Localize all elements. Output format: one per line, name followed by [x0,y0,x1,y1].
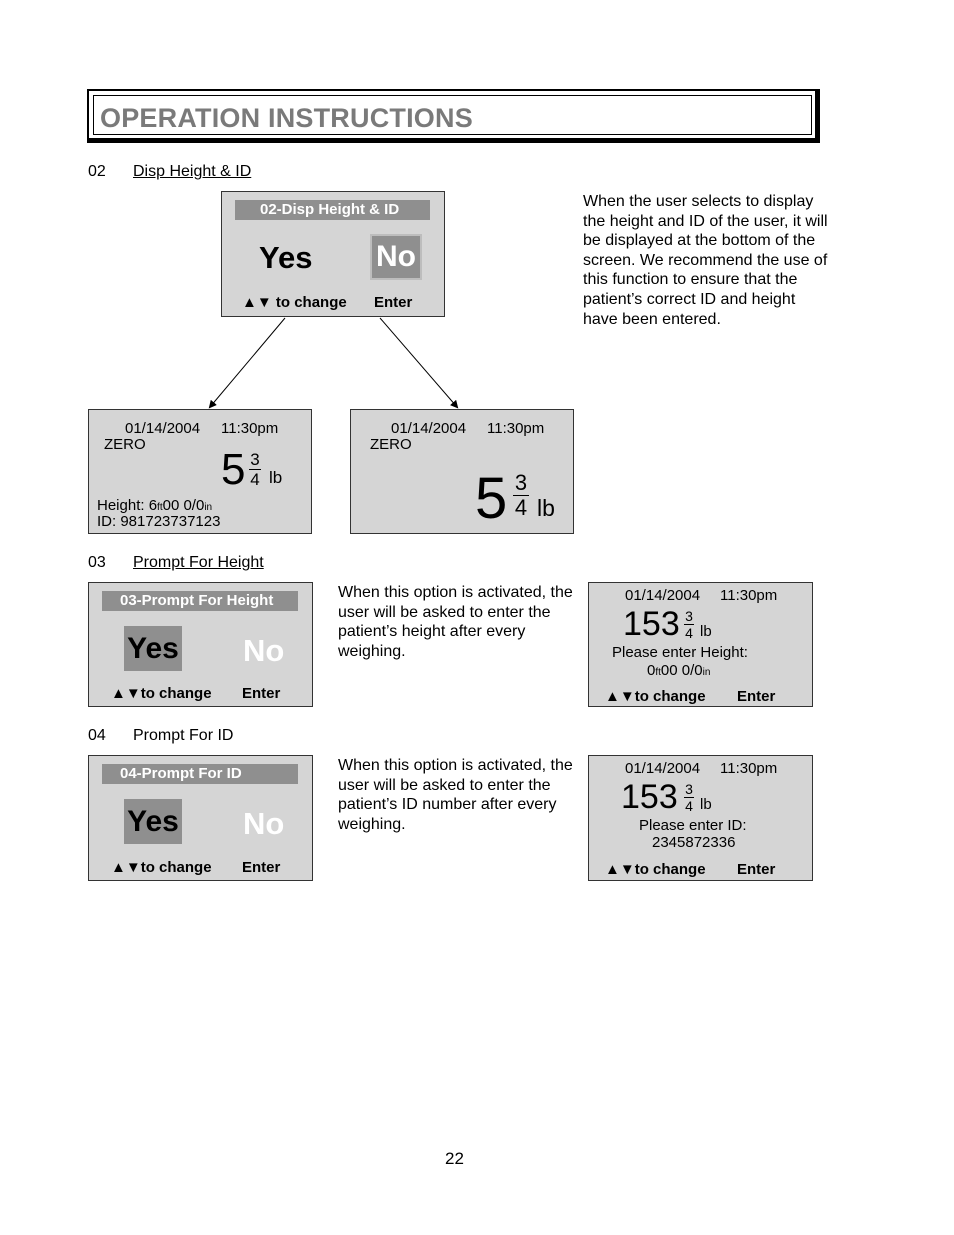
up-down-arrows-icon: ▲▼ [605,688,635,705]
section-number-02: 02 [88,163,106,180]
section-number-04: 04 [88,727,106,744]
description-prompt-id: When this option is activated, the user will be asked to enter the patient’s ID number after every weighing. [338,757,573,833]
hint-change-label: to change [275,294,347,311]
title-banner [87,89,820,143]
height-inches: 00 0/0 [162,497,205,514]
page-title: OPERATION INSTRUCTIONS [100,103,473,133]
hint-enter: Enter [374,294,413,311]
weight-unit: lb [537,495,555,521]
weight-value: 5 [221,445,246,494]
height-label: Height: 6 [97,497,158,514]
section-title-prompt-id: Prompt For ID [133,727,234,744]
zero-status: ZERO [370,436,412,453]
page-number: 22 [445,1149,464,1168]
fraction-numerator: 3 [685,608,693,624]
hint-change [605,861,706,878]
arrow-to-yes-result [210,318,285,407]
hint-enter: Enter [737,861,776,878]
weight-fraction [513,472,529,519]
hint-change-label: to change [140,859,212,876]
fraction-denominator: 4 [685,798,693,814]
enter-id-prompt: Please enter ID: [639,817,747,834]
hint-change-label: to change [634,861,706,878]
option-yes-selected[interactable]: Yes [124,799,182,844]
weight-fraction [684,609,694,640]
lcd-prompt-id-menu [88,755,313,881]
height-ft-unit: ft [157,502,163,513]
fraction-denominator: 4 [514,495,528,520]
lcd-result-without-height [350,409,574,534]
date: 01/14/2004 [625,760,701,777]
hint-enter: Enter [242,685,281,702]
weight-unit: lb [700,796,712,813]
weight-value: 153 [623,605,680,643]
weight-unit: lb [269,468,283,487]
fraction-denominator: 4 [250,470,260,489]
date: 01/14/2004 [391,420,467,437]
hint-change [242,294,347,311]
menu-title-bar: 03-Prompt For Height [102,591,298,611]
hint-change [605,688,706,705]
date: 01/14/2004 [625,587,701,604]
weight-value: 5 [475,466,508,531]
title-inner-border [93,95,812,135]
height-inches: 00 0/0 [660,662,703,679]
hint-change-label: to change [140,685,212,702]
id-line: ID: 981723737123 [97,513,221,530]
option-yes-selected[interactable]: Yes [124,626,182,671]
height-line [97,497,212,514]
hint-change [111,685,212,702]
menu-title-bar: 04-Prompt For ID [102,764,298,784]
height-in-unit: in [204,502,213,513]
lcd-enter-id [588,755,813,881]
height-feet: 0 [647,662,656,679]
id-input-value[interactable]: 2345872336 [652,834,736,851]
height-input-value[interactable] [647,662,710,679]
option-no[interactable]: No [243,633,285,668]
hint-change-label: to change [634,688,706,705]
up-down-arrows-icon: ▲▼ [242,294,272,311]
up-down-arrows-icon: ▲▼ [111,685,141,702]
fraction-numerator: 3 [514,470,528,495]
date: 01/14/2004 [125,420,201,437]
section-title-prompt-height: Prompt For Height [133,554,264,571]
description-prompt-height: When this option is activated, the user will be asked to enter the patient’s height after every weighing. [338,584,573,660]
lcd-result-with-height [88,409,312,534]
fraction-denominator: 4 [685,625,693,641]
enter-height-prompt: Please enter Height: [612,644,748,661]
description-disp-height: When the user selects to display the height and ID of the user, it will be displayed at the bottom of the screen. We recommend the use of this function to ensure that the patient’s correct ID and height have been entered. [583,193,828,328]
time: 11:30pm [221,420,279,437]
menu-title-bar: 02-Disp Height & ID [235,200,430,220]
option-no[interactable]: No [243,806,285,841]
section-number-03: 03 [88,554,106,571]
weight-unit: lb [700,623,712,640]
lcd-prompt-height-menu [88,582,313,707]
height-ft-unit: ft [655,667,661,678]
option-no-selected[interactable]: No [370,234,422,280]
time: 11:30pm [487,420,545,437]
arrow-to-no-result [380,318,457,407]
lcd-disp-height-menu [221,191,445,317]
lcd-enter-height [588,582,813,707]
up-down-arrows-icon: ▲▼ [605,861,635,878]
weight-fraction [249,451,261,488]
fraction-numerator: 3 [250,450,260,469]
time: 11:30pm [720,587,778,604]
weight-fraction [684,782,694,813]
up-down-arrows-icon: ▲▼ [111,859,141,876]
flow-arrows [200,315,465,415]
hint-enter: Enter [242,859,281,876]
height-in-unit: in [702,667,711,678]
option-yes[interactable]: Yes [259,240,313,275]
zero-status: ZERO [104,436,146,453]
hint-enter: Enter [737,688,776,705]
time: 11:30pm [720,760,778,777]
weight-value: 153 [621,778,678,816]
fraction-numerator: 3 [685,781,693,797]
hint-change [111,859,212,876]
section-title-disp-height: Disp Height & ID [133,163,252,180]
